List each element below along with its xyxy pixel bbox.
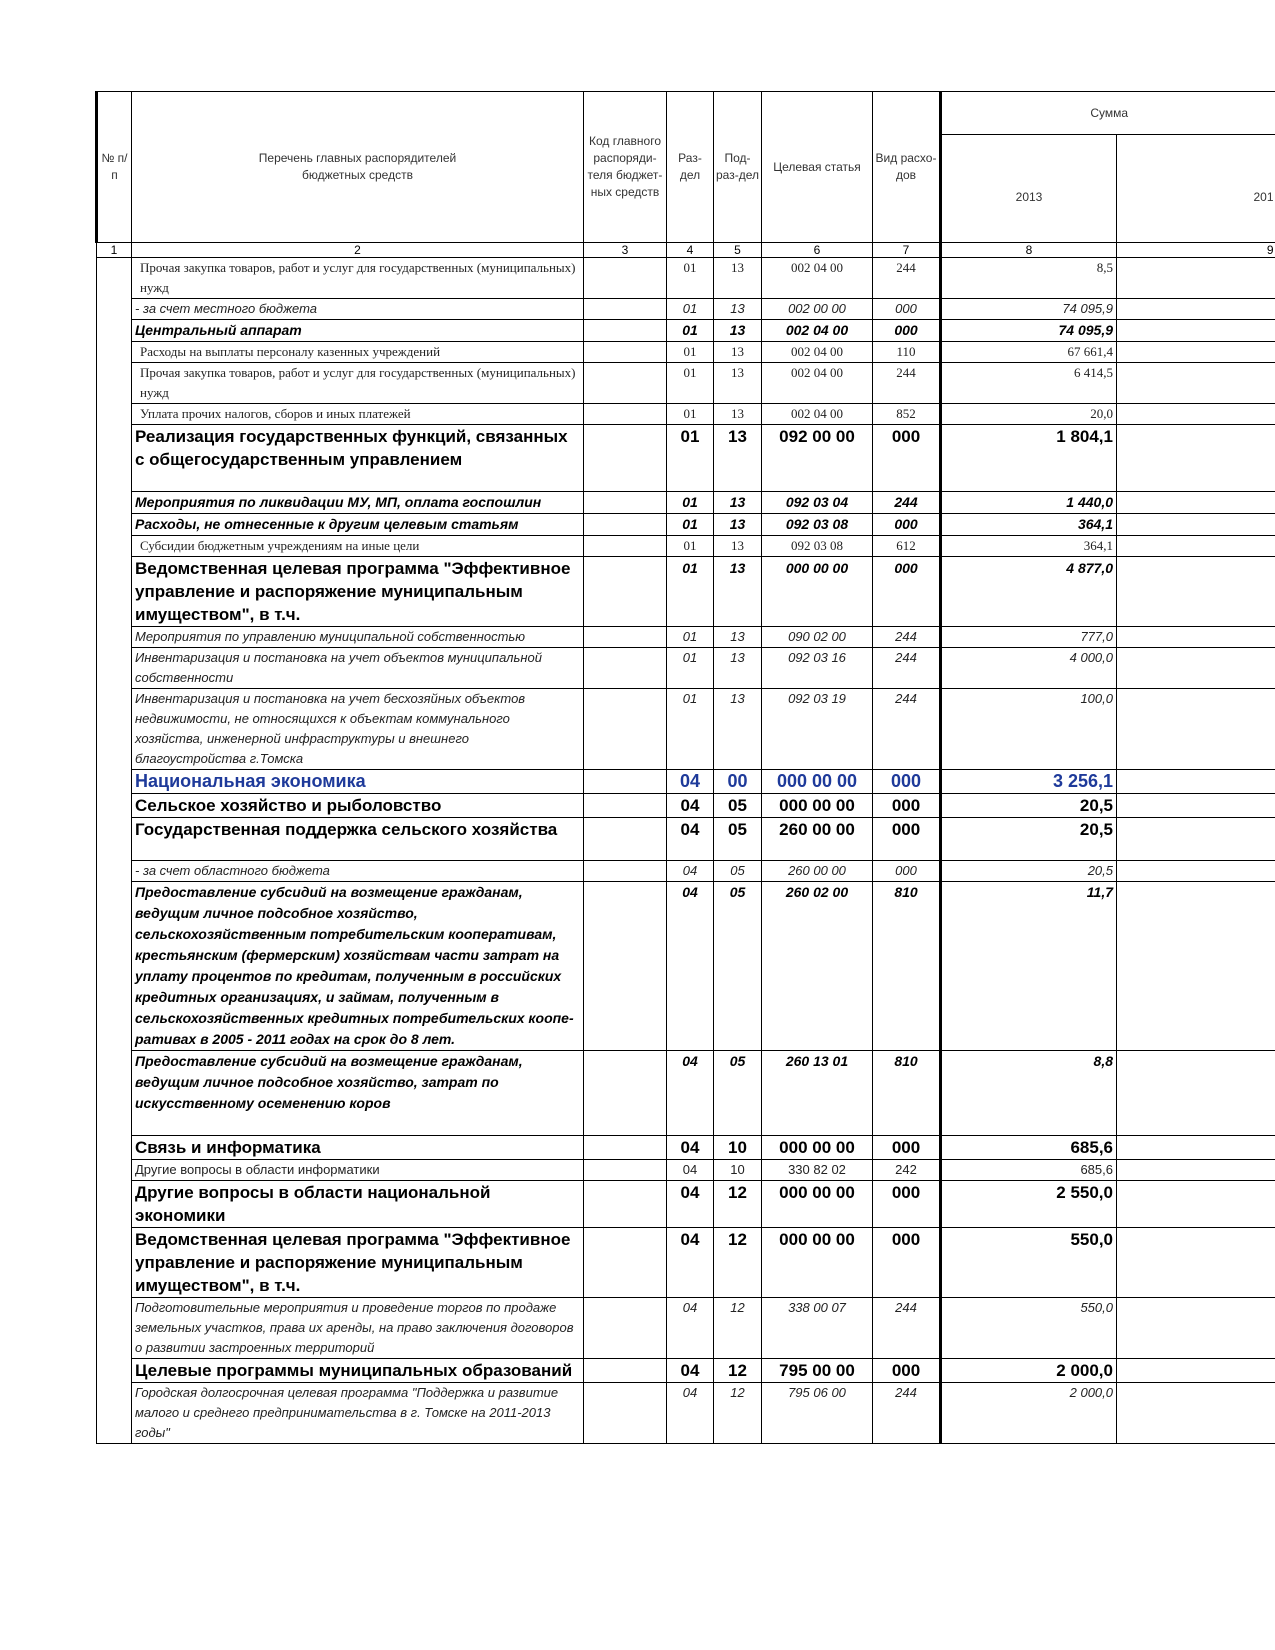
row-name: Мероприятия по управлению муниципальной собственностью bbox=[132, 627, 584, 648]
row-podrazdel: 13 bbox=[714, 425, 762, 492]
col-num-6: 6 bbox=[762, 243, 873, 258]
row-podrazdel: 12 bbox=[714, 1359, 762, 1383]
row-name: Расходы на выплаты персоналу казенных учреждений bbox=[132, 342, 584, 363]
table-row bbox=[97, 689, 1275, 770]
row-name: Государственная поддержка сельского хозяйства bbox=[132, 818, 584, 861]
row-vid: 000 bbox=[873, 299, 941, 320]
row-code bbox=[584, 404, 667, 425]
row-sum: 4 000,0 bbox=[941, 648, 1117, 689]
row-code bbox=[584, 1383, 667, 1444]
row-name: Прочая закупка товаров, работ и услуг для государственных (муниципальных) нужд bbox=[132, 258, 584, 299]
row-vid: 244 bbox=[873, 492, 941, 514]
row-sum-next bbox=[1117, 794, 1275, 818]
row-sum-next bbox=[1117, 342, 1275, 363]
row-sum-next bbox=[1117, 320, 1275, 342]
row-name: Центральный аппарат bbox=[132, 320, 584, 342]
row-razdel: 04 bbox=[667, 818, 714, 861]
budget-table bbox=[95, 91, 1275, 1444]
header-name-line1: Перечень главных распорядителей bbox=[258, 151, 457, 165]
row-sum: 3 256,1 bbox=[941, 770, 1117, 794]
row-code bbox=[584, 648, 667, 689]
row-sum-next bbox=[1117, 770, 1275, 794]
row-razdel: 04 bbox=[667, 1181, 714, 1228]
row-podrazdel: 05 bbox=[714, 794, 762, 818]
row-cel: 338 00 07 bbox=[762, 1298, 873, 1359]
header-podrazdel: Под-раз-дел bbox=[714, 92, 762, 243]
row-code bbox=[584, 557, 667, 627]
row-vid: 810 bbox=[873, 1051, 941, 1136]
row-sum-next bbox=[1117, 514, 1275, 536]
row-name: Сельское хозяйство и рыболовство bbox=[132, 794, 584, 818]
row-code bbox=[584, 299, 667, 320]
header-cel: Целевая статья bbox=[762, 92, 873, 243]
row-razdel: 01 bbox=[667, 536, 714, 557]
row-sum-next bbox=[1117, 1160, 1275, 1181]
row-vid: 810 bbox=[873, 882, 941, 1051]
table-row bbox=[97, 882, 1275, 1051]
row-sum: 364,1 bbox=[941, 536, 1117, 557]
row-podrazdel: 13 bbox=[714, 404, 762, 425]
row-sum-next bbox=[1117, 536, 1275, 557]
header-vid: Вид расхо-дов bbox=[873, 92, 941, 243]
row-razdel: 01 bbox=[667, 404, 714, 425]
row-razdel: 01 bbox=[667, 363, 714, 404]
row-cel: 000 00 00 bbox=[762, 557, 873, 627]
row-cel: 000 00 00 bbox=[762, 1136, 873, 1160]
col-num-3: 3 bbox=[584, 243, 667, 258]
row-code bbox=[584, 363, 667, 404]
row-sum-next bbox=[1117, 492, 1275, 514]
row-vid: 244 bbox=[873, 1298, 941, 1359]
row-sum-next bbox=[1117, 1181, 1275, 1228]
row-podrazdel: 05 bbox=[714, 1051, 762, 1136]
header-code: Код главного распоряди-теля бюджет-ных средств bbox=[584, 92, 667, 243]
row-code bbox=[584, 536, 667, 557]
row-razdel: 01 bbox=[667, 425, 714, 492]
row-code bbox=[584, 492, 667, 514]
row-sum: 6 414,5 bbox=[941, 363, 1117, 404]
header-year-2014: 201 bbox=[1117, 135, 1275, 243]
row-vid: 000 bbox=[873, 1359, 941, 1383]
table-row bbox=[97, 536, 1275, 557]
table-row bbox=[97, 557, 1275, 627]
row-podrazdel: 13 bbox=[714, 648, 762, 689]
row-name: Предоставление субсидий на возмещение гражданам, ведущим личное подсобное хозяйство, сельскохозяйственным потребительским кооперативам, крестьянским (фермерским) хозяйствам части затрат на уплату процентов по кредитам, полученным в российских кредитных организациях, и займам, полученным в сельскохозяйственных кредитных потребительских коопе-ративах в 2005 - 2011 годах на срок до 8 лет. bbox=[132, 882, 584, 1051]
row-vid: 244 bbox=[873, 627, 941, 648]
row-razdel: 04 bbox=[667, 1298, 714, 1359]
row-podrazdel: 13 bbox=[714, 258, 762, 299]
row-name: - за счет местного бюджета bbox=[132, 299, 584, 320]
row-cel: 795 06 00 bbox=[762, 1383, 873, 1444]
row-vid: 000 bbox=[873, 818, 941, 861]
row-sum-next bbox=[1117, 425, 1275, 492]
table-row bbox=[97, 1136, 1275, 1160]
row-cel: 092 03 08 bbox=[762, 536, 873, 557]
row-code bbox=[584, 258, 667, 299]
row-code bbox=[584, 425, 667, 492]
row-sum-next bbox=[1117, 1051, 1275, 1136]
row-vid: 244 bbox=[873, 258, 941, 299]
row-vid: 000 bbox=[873, 1228, 941, 1298]
row-sum-next bbox=[1117, 363, 1275, 404]
header-name bbox=[132, 92, 584, 243]
row-cel: 000 00 00 bbox=[762, 794, 873, 818]
row-name: Национальная экономика bbox=[132, 770, 584, 794]
row-code bbox=[584, 1298, 667, 1359]
row-razdel: 01 bbox=[667, 557, 714, 627]
row-cel: 092 03 16 bbox=[762, 648, 873, 689]
table-row bbox=[97, 404, 1275, 425]
row-sum-next bbox=[1117, 1136, 1275, 1160]
row-cel: 090 02 00 bbox=[762, 627, 873, 648]
table-row bbox=[97, 299, 1275, 320]
row-vid: 000 bbox=[873, 514, 941, 536]
row-sum-next bbox=[1117, 258, 1275, 299]
table-row bbox=[97, 342, 1275, 363]
row-sum: 777,0 bbox=[941, 627, 1117, 648]
row-sum: 2 550,0 bbox=[941, 1181, 1117, 1228]
row-name: Предоставление субсидий на возмещение гражданам, ведущим личное подсобное хозяйство, затрат по искусственному осеменению коров bbox=[132, 1051, 584, 1136]
row-code bbox=[584, 794, 667, 818]
row-name: Связь и информатика bbox=[132, 1136, 584, 1160]
table-row bbox=[97, 1228, 1275, 1298]
row-razdel: 01 bbox=[667, 627, 714, 648]
row-podrazdel: 05 bbox=[714, 818, 762, 861]
row-cel: 795 00 00 bbox=[762, 1359, 873, 1383]
row-podrazdel: 13 bbox=[714, 557, 762, 627]
row-vid: 000 bbox=[873, 320, 941, 342]
row-vid: 244 bbox=[873, 648, 941, 689]
row-sum-next bbox=[1117, 299, 1275, 320]
row-name: Подготовительные мероприятия и проведение торгов по продаже земельных участков, права их аренды, на право заключения договоров о развитии застроенных территорий bbox=[132, 1298, 584, 1359]
row-podrazdel: 13 bbox=[714, 363, 762, 404]
row-sum: 67 661,4 bbox=[941, 342, 1117, 363]
row-vid: 244 bbox=[873, 1383, 941, 1444]
row-sum: 74 095,9 bbox=[941, 299, 1117, 320]
row-vid: 612 bbox=[873, 536, 941, 557]
row-name: Целевые программы муниципальных образований bbox=[132, 1359, 584, 1383]
row-podrazdel: 13 bbox=[714, 492, 762, 514]
row-razdel: 04 bbox=[667, 861, 714, 882]
table-row bbox=[97, 1181, 1275, 1228]
row-sum-next bbox=[1117, 818, 1275, 861]
table-row bbox=[97, 818, 1275, 861]
budget-sheet bbox=[95, 91, 1275, 1444]
row-vid: 000 bbox=[873, 557, 941, 627]
row-podrazdel: 05 bbox=[714, 861, 762, 882]
row-sum: 100,0 bbox=[941, 689, 1117, 770]
row-num-cell bbox=[97, 258, 132, 1444]
row-razdel: 01 bbox=[667, 320, 714, 342]
row-razdel: 01 bbox=[667, 689, 714, 770]
row-razdel: 01 bbox=[667, 299, 714, 320]
row-razdel: 04 bbox=[667, 770, 714, 794]
row-vid: 242 bbox=[873, 1160, 941, 1181]
table-row bbox=[97, 492, 1275, 514]
col-num-9: 9 bbox=[1117, 243, 1275, 258]
row-razdel: 04 bbox=[667, 794, 714, 818]
row-sum: 11,7 bbox=[941, 882, 1117, 1051]
row-vid: 110 bbox=[873, 342, 941, 363]
row-razdel: 04 bbox=[667, 1136, 714, 1160]
row-code bbox=[584, 770, 667, 794]
row-vid: 000 bbox=[873, 1181, 941, 1228]
row-sum: 74 095,9 bbox=[941, 320, 1117, 342]
row-podrazdel: 13 bbox=[714, 536, 762, 557]
row-podrazdel: 13 bbox=[714, 342, 762, 363]
row-sum-next bbox=[1117, 1359, 1275, 1383]
row-vid: 244 bbox=[873, 689, 941, 770]
row-podrazdel: 05 bbox=[714, 882, 762, 1051]
row-name: Мероприятия по ликвидации МУ, МП, оплата госпошлин bbox=[132, 492, 584, 514]
row-sum: 550,0 bbox=[941, 1298, 1117, 1359]
row-name: - за счет областного бюджета bbox=[132, 861, 584, 882]
row-name: Расходы, не отнесенные к другим целевым статьям bbox=[132, 514, 584, 536]
row-sum-next bbox=[1117, 557, 1275, 627]
table-row bbox=[97, 258, 1275, 299]
row-cel: 330 82 02 bbox=[762, 1160, 873, 1181]
row-sum-next bbox=[1117, 861, 1275, 882]
row-sum: 2 000,0 bbox=[941, 1383, 1117, 1444]
table-row bbox=[97, 794, 1275, 818]
row-cel: 260 02 00 bbox=[762, 882, 873, 1051]
row-razdel: 01 bbox=[667, 514, 714, 536]
row-sum: 8,5 bbox=[941, 258, 1117, 299]
table-row bbox=[97, 770, 1275, 794]
row-sum-next bbox=[1117, 689, 1275, 770]
row-code bbox=[584, 1051, 667, 1136]
row-razdel: 04 bbox=[667, 1359, 714, 1383]
row-podrazdel: 00 bbox=[714, 770, 762, 794]
row-sum: 550,0 bbox=[941, 1228, 1117, 1298]
row-cel: 002 04 00 bbox=[762, 258, 873, 299]
row-vid: 852 bbox=[873, 404, 941, 425]
row-name: Реализация государственных функций, связанных с общегосударственным управлением bbox=[132, 425, 584, 492]
row-razdel: 04 bbox=[667, 882, 714, 1051]
row-code bbox=[584, 1160, 667, 1181]
row-vid: 000 bbox=[873, 861, 941, 882]
row-cel: 092 03 19 bbox=[762, 689, 873, 770]
table-row bbox=[97, 363, 1275, 404]
row-vid: 000 bbox=[873, 1136, 941, 1160]
header-year-2013: 2013 bbox=[941, 135, 1117, 243]
row-podrazdel: 12 bbox=[714, 1228, 762, 1298]
table-row bbox=[97, 1383, 1275, 1444]
table-row bbox=[97, 425, 1275, 492]
row-code bbox=[584, 627, 667, 648]
row-code bbox=[584, 882, 667, 1051]
table-row bbox=[97, 514, 1275, 536]
row-sum: 1 804,1 bbox=[941, 425, 1117, 492]
row-cel: 092 03 08 bbox=[762, 514, 873, 536]
row-name: Уплата прочих налогов, сборов и иных платежей bbox=[132, 404, 584, 425]
row-razdel: 04 bbox=[667, 1051, 714, 1136]
row-razdel: 01 bbox=[667, 648, 714, 689]
row-sum: 1 440,0 bbox=[941, 492, 1117, 514]
row-razdel: 04 bbox=[667, 1383, 714, 1444]
row-podrazdel: 13 bbox=[714, 514, 762, 536]
row-code bbox=[584, 818, 667, 861]
row-code bbox=[584, 861, 667, 882]
row-podrazdel: 13 bbox=[714, 299, 762, 320]
row-name: Городская долгосрочная целевая программа "Поддержка и развитие малого и среднего предпринимательства в г. Томске на 2011-2013 годы" bbox=[132, 1383, 584, 1444]
row-sum: 2 000,0 bbox=[941, 1359, 1117, 1383]
table-row bbox=[97, 320, 1275, 342]
row-sum-next bbox=[1117, 882, 1275, 1051]
row-razdel: 04 bbox=[667, 1160, 714, 1181]
row-code bbox=[584, 320, 667, 342]
row-sum-next bbox=[1117, 627, 1275, 648]
row-razdel: 01 bbox=[667, 342, 714, 363]
row-vid: 000 bbox=[873, 770, 941, 794]
row-name: Прочая закупка товаров, работ и услуг для государственных (муниципальных) нужд bbox=[132, 363, 584, 404]
row-podrazdel: 10 bbox=[714, 1136, 762, 1160]
table-row bbox=[97, 1051, 1275, 1136]
row-cel: 000 00 00 bbox=[762, 770, 873, 794]
row-cel: 092 03 04 bbox=[762, 492, 873, 514]
table-row bbox=[97, 1298, 1275, 1359]
row-cel: 092 00 00 bbox=[762, 425, 873, 492]
row-name: Другие вопросы в области информатики bbox=[132, 1160, 584, 1181]
row-name: Инвентаризация и постановка на учет объектов муниципальной собственности bbox=[132, 648, 584, 689]
row-cel: 260 13 01 bbox=[762, 1051, 873, 1136]
row-cel: 260 00 00 bbox=[762, 861, 873, 882]
table-row bbox=[97, 1359, 1275, 1383]
row-podrazdel: 12 bbox=[714, 1383, 762, 1444]
row-razdel: 01 bbox=[667, 258, 714, 299]
row-sum: 20,0 bbox=[941, 404, 1117, 425]
table-row bbox=[97, 1160, 1275, 1181]
table-row bbox=[97, 861, 1275, 882]
row-sum: 8,8 bbox=[941, 1051, 1117, 1136]
row-podrazdel: 13 bbox=[714, 320, 762, 342]
header-sum: Сумма bbox=[941, 92, 1275, 135]
row-cel: 000 00 00 bbox=[762, 1181, 873, 1228]
row-cel: 002 00 00 bbox=[762, 299, 873, 320]
row-podrazdel: 12 bbox=[714, 1298, 762, 1359]
row-sum: 20,5 bbox=[941, 818, 1117, 861]
row-code bbox=[584, 342, 667, 363]
row-sum: 364,1 bbox=[941, 514, 1117, 536]
row-sum-next bbox=[1117, 404, 1275, 425]
row-sum: 20,5 bbox=[941, 861, 1117, 882]
table-row bbox=[97, 648, 1275, 689]
row-name: Ведомственная целевая программа "Эффективное управление и распоряжение муниципальным имуществом", в т.ч. bbox=[132, 1228, 584, 1298]
row-vid: 000 bbox=[873, 425, 941, 492]
row-code bbox=[584, 1359, 667, 1383]
row-cel: 002 04 00 bbox=[762, 363, 873, 404]
row-sum: 685,6 bbox=[941, 1160, 1117, 1181]
col-num-8: 8 bbox=[941, 243, 1117, 258]
row-cel: 002 04 00 bbox=[762, 404, 873, 425]
row-podrazdel: 13 bbox=[714, 627, 762, 648]
budget-rows bbox=[97, 258, 1275, 1444]
row-cel: 260 00 00 bbox=[762, 818, 873, 861]
row-sum-next bbox=[1117, 648, 1275, 689]
table-row bbox=[97, 627, 1275, 648]
row-podrazdel: 13 bbox=[714, 689, 762, 770]
col-num-7: 7 bbox=[873, 243, 941, 258]
row-code bbox=[584, 514, 667, 536]
row-cel: 002 04 00 bbox=[762, 342, 873, 363]
row-vid: 244 bbox=[873, 363, 941, 404]
header-num: № п/п bbox=[97, 92, 132, 243]
row-sum-next bbox=[1117, 1383, 1275, 1444]
row-code bbox=[584, 1181, 667, 1228]
row-cel: 002 04 00 bbox=[762, 320, 873, 342]
row-vid: 000 bbox=[873, 794, 941, 818]
row-name: Инвентаризация и постановка на учет бесхозяйных объектов недвижимости, не относящихся к объектам коммунального хозяйства, инженерной инфраструктуры и внешнего благоустройства г.Томска bbox=[132, 689, 584, 770]
row-podrazdel: 10 bbox=[714, 1160, 762, 1181]
col-num-4: 4 bbox=[667, 243, 714, 258]
row-razdel: 01 bbox=[667, 492, 714, 514]
row-code bbox=[584, 689, 667, 770]
row-podrazdel: 12 bbox=[714, 1181, 762, 1228]
row-sum-next bbox=[1117, 1298, 1275, 1359]
row-name: Субсидии бюджетным учреждениям на иные цели bbox=[132, 536, 584, 557]
row-sum-next bbox=[1117, 1228, 1275, 1298]
row-sum: 4 877,0 bbox=[941, 557, 1117, 627]
col-num-5: 5 bbox=[714, 243, 762, 258]
row-razdel: 04 bbox=[667, 1228, 714, 1298]
row-code bbox=[584, 1136, 667, 1160]
row-name: Ведомственная целевая программа "Эффективное управление и распоряжение муниципальным имуществом", в т.ч. bbox=[132, 557, 584, 627]
row-sum: 685,6 bbox=[941, 1136, 1117, 1160]
col-num-1: 1 bbox=[97, 243, 132, 258]
row-sum: 20,5 bbox=[941, 794, 1117, 818]
row-name: Другие вопросы в области национальной экономики bbox=[132, 1181, 584, 1228]
header-razdel: Раз-дел bbox=[667, 92, 714, 243]
row-cel: 000 00 00 bbox=[762, 1228, 873, 1298]
row-code bbox=[584, 1228, 667, 1298]
col-num-2: 2 bbox=[132, 243, 584, 258]
header-name-line2: бюджетных средств bbox=[302, 168, 413, 182]
